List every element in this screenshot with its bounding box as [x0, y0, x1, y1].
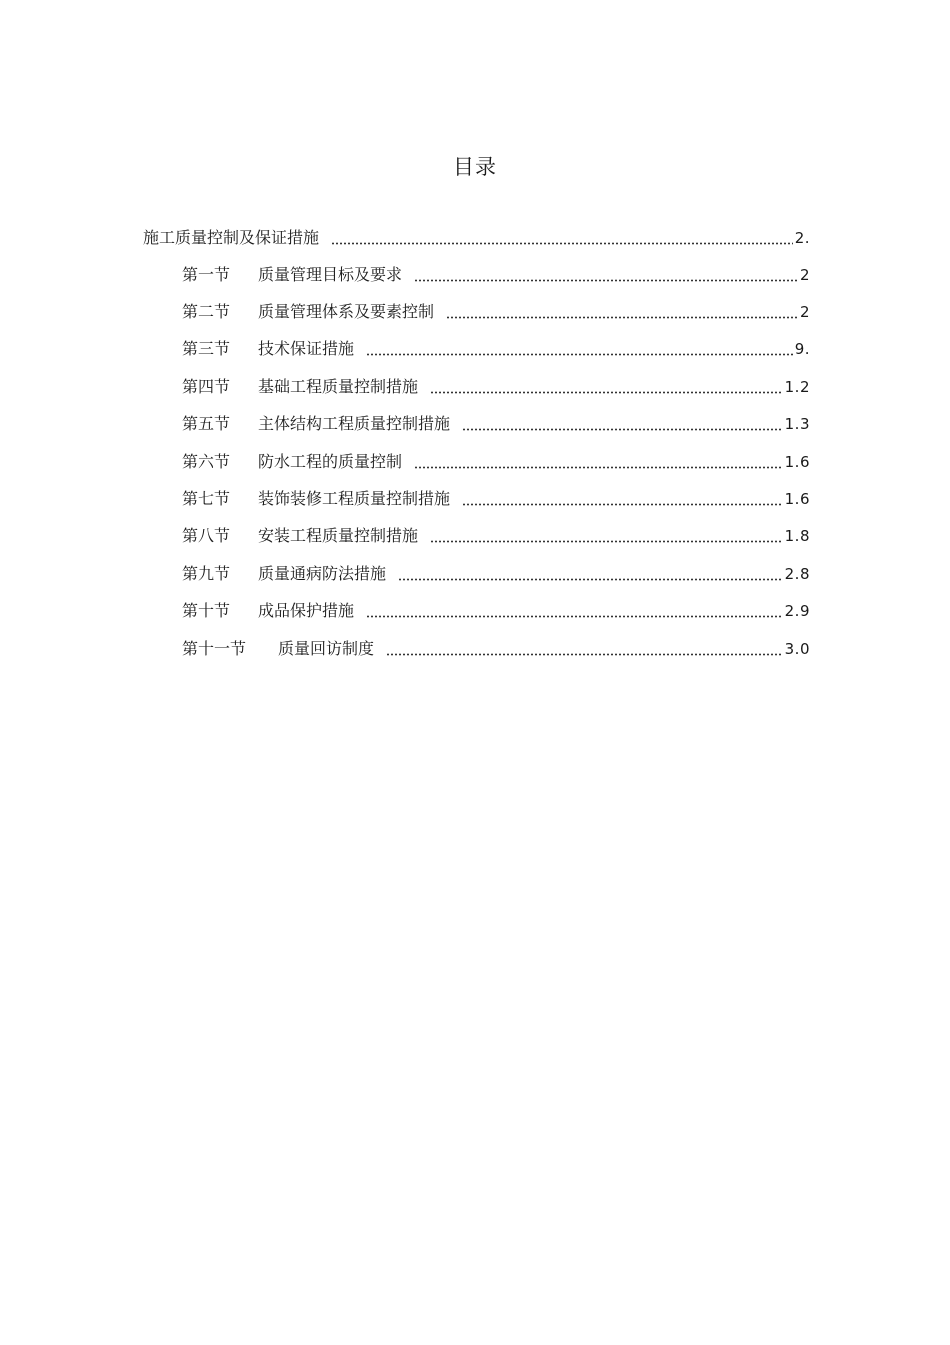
dot-leader: [414, 279, 798, 282]
toc-entry-section-11[interactable]: [182, 635, 810, 659]
toc-section-number: 第六节: [182, 452, 231, 471]
toc-entry-label: 安装工程质量控制措施: [258, 526, 419, 545]
toc-entry-label: 装饰装修工程质量控制措施: [258, 489, 451, 508]
toc-page-number: 1.3: [784, 415, 810, 433]
toc-entry-label: 质量管理体系及要素控制: [258, 302, 435, 321]
toc-section-number: 第四节: [182, 377, 231, 396]
toc-entry-section-1[interactable]: [182, 261, 810, 285]
toc-entry-section-7[interactable]: [182, 485, 810, 509]
toc-section-number: 第一节: [182, 265, 231, 284]
toc-section-number: 第三节: [182, 339, 231, 358]
toc-entry-section-8[interactable]: [182, 522, 810, 546]
toc-entry-section-9[interactable]: [182, 560, 810, 584]
toc-page-number: 3.0: [784, 640, 810, 658]
toc-title: 目录: [453, 155, 497, 179]
toc-entry-label: 施工质量控制及保证措施: [143, 228, 320, 247]
toc-page-number: 2.8: [784, 565, 810, 583]
dot-leader: [331, 242, 793, 245]
toc-entry-label: 质量通病防法措施: [258, 564, 387, 583]
toc-entry-section-5[interactable]: [182, 410, 810, 434]
toc-entry-section-6[interactable]: [182, 448, 810, 472]
dot-leader: [366, 353, 793, 356]
toc-section-number: 第八节: [182, 526, 231, 545]
toc-entry-label: 主体结构工程质量控制措施: [258, 414, 451, 433]
toc-section-number: 第九节: [182, 564, 231, 583]
toc-entry-label: 质量回访制度: [278, 639, 375, 658]
toc-section-number: 第十一节: [182, 639, 247, 658]
toc-entry-label: 质量管理目标及要求: [258, 265, 403, 284]
toc-page-number: 2.9: [784, 602, 810, 620]
toc-page-number: 9.: [794, 340, 810, 358]
toc-entry-section-2[interactable]: [182, 298, 810, 322]
dot-leader: [414, 466, 783, 469]
toc-page-number: 1.2: [784, 378, 810, 396]
toc-entry-label: 成品保护措施: [258, 601, 355, 620]
toc-page-number: 2: [799, 303, 810, 321]
toc-entry-label: 基础工程质量控制措施: [258, 377, 419, 396]
toc-entry-section-4[interactable]: [182, 373, 810, 397]
dot-leader: [398, 578, 783, 581]
toc-page-number: 1.8: [784, 527, 810, 545]
dot-leader: [462, 503, 783, 506]
dot-leader: [386, 653, 783, 656]
toc-section-number: 第十节: [182, 601, 231, 620]
toc-entry-label: 技术保证措施: [258, 339, 355, 358]
toc-section-number: 第七节: [182, 489, 231, 508]
toc-page-number: 1.6: [784, 490, 810, 508]
toc-section-number: 第五节: [182, 414, 231, 433]
toc-main-entry[interactable]: [143, 224, 810, 248]
dot-leader: [366, 615, 783, 618]
toc-entry-label: 防水工程的质量控制: [258, 452, 403, 471]
toc-entry-section-3[interactable]: [182, 335, 810, 359]
dot-leader: [430, 391, 783, 394]
toc-section-number: 第二节: [182, 302, 231, 321]
toc-page-number: 2.: [794, 229, 810, 247]
dot-leader: [446, 316, 798, 319]
toc-page-number: 2: [799, 266, 810, 284]
toc-page-number: 1.6: [784, 453, 810, 471]
dot-leader: [430, 540, 783, 543]
dot-leader: [462, 428, 783, 431]
toc-entry-section-10[interactable]: [182, 597, 810, 621]
